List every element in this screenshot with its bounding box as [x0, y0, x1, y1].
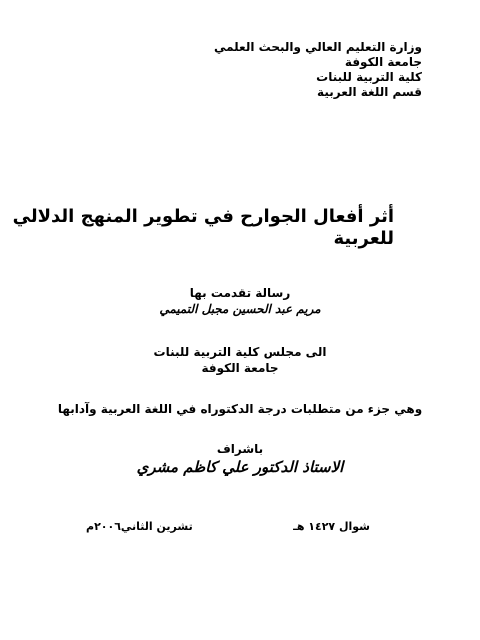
author-name: مريم عبد الحسين مجبل التميمي [159, 302, 321, 316]
ministry-line: وزارة التعليم العالي والبحث العلمي [213, 40, 422, 54]
university-line: جامعة الكوفة [344, 55, 422, 69]
gregorian-date: تشرين الثاني٢٠٠٦م [86, 520, 193, 533]
hijri-date: شوال ١٤٢٧ هـ [293, 520, 370, 533]
thesis-title-line-2: للعربية [333, 228, 394, 249]
council-line: الى مجلس كلية التربية للبنات [153, 345, 327, 359]
thesis-submitted-label: رسالة تقدمت بها [189, 286, 291, 300]
council-university: جامعة الكوفة [201, 361, 279, 375]
department-line: قسم اللغة العربية [317, 85, 422, 99]
supervisor-name: الاستاذ الدكتور علي كاظم مشري [136, 458, 344, 476]
degree-requirement: وهي جزء من متطلبات درجة الدكتوراه في اللغة العربية وآدابها [57, 402, 423, 416]
thesis-title-line-1: أثر أفعال الجوارح في تطوير المنهج الدلالي [12, 206, 394, 227]
college-line: كلية التربية للبنات [316, 70, 422, 84]
institution-header [214, 40, 422, 100]
thesis-title [12, 206, 394, 250]
supervision-label: باشراف [216, 442, 264, 456]
